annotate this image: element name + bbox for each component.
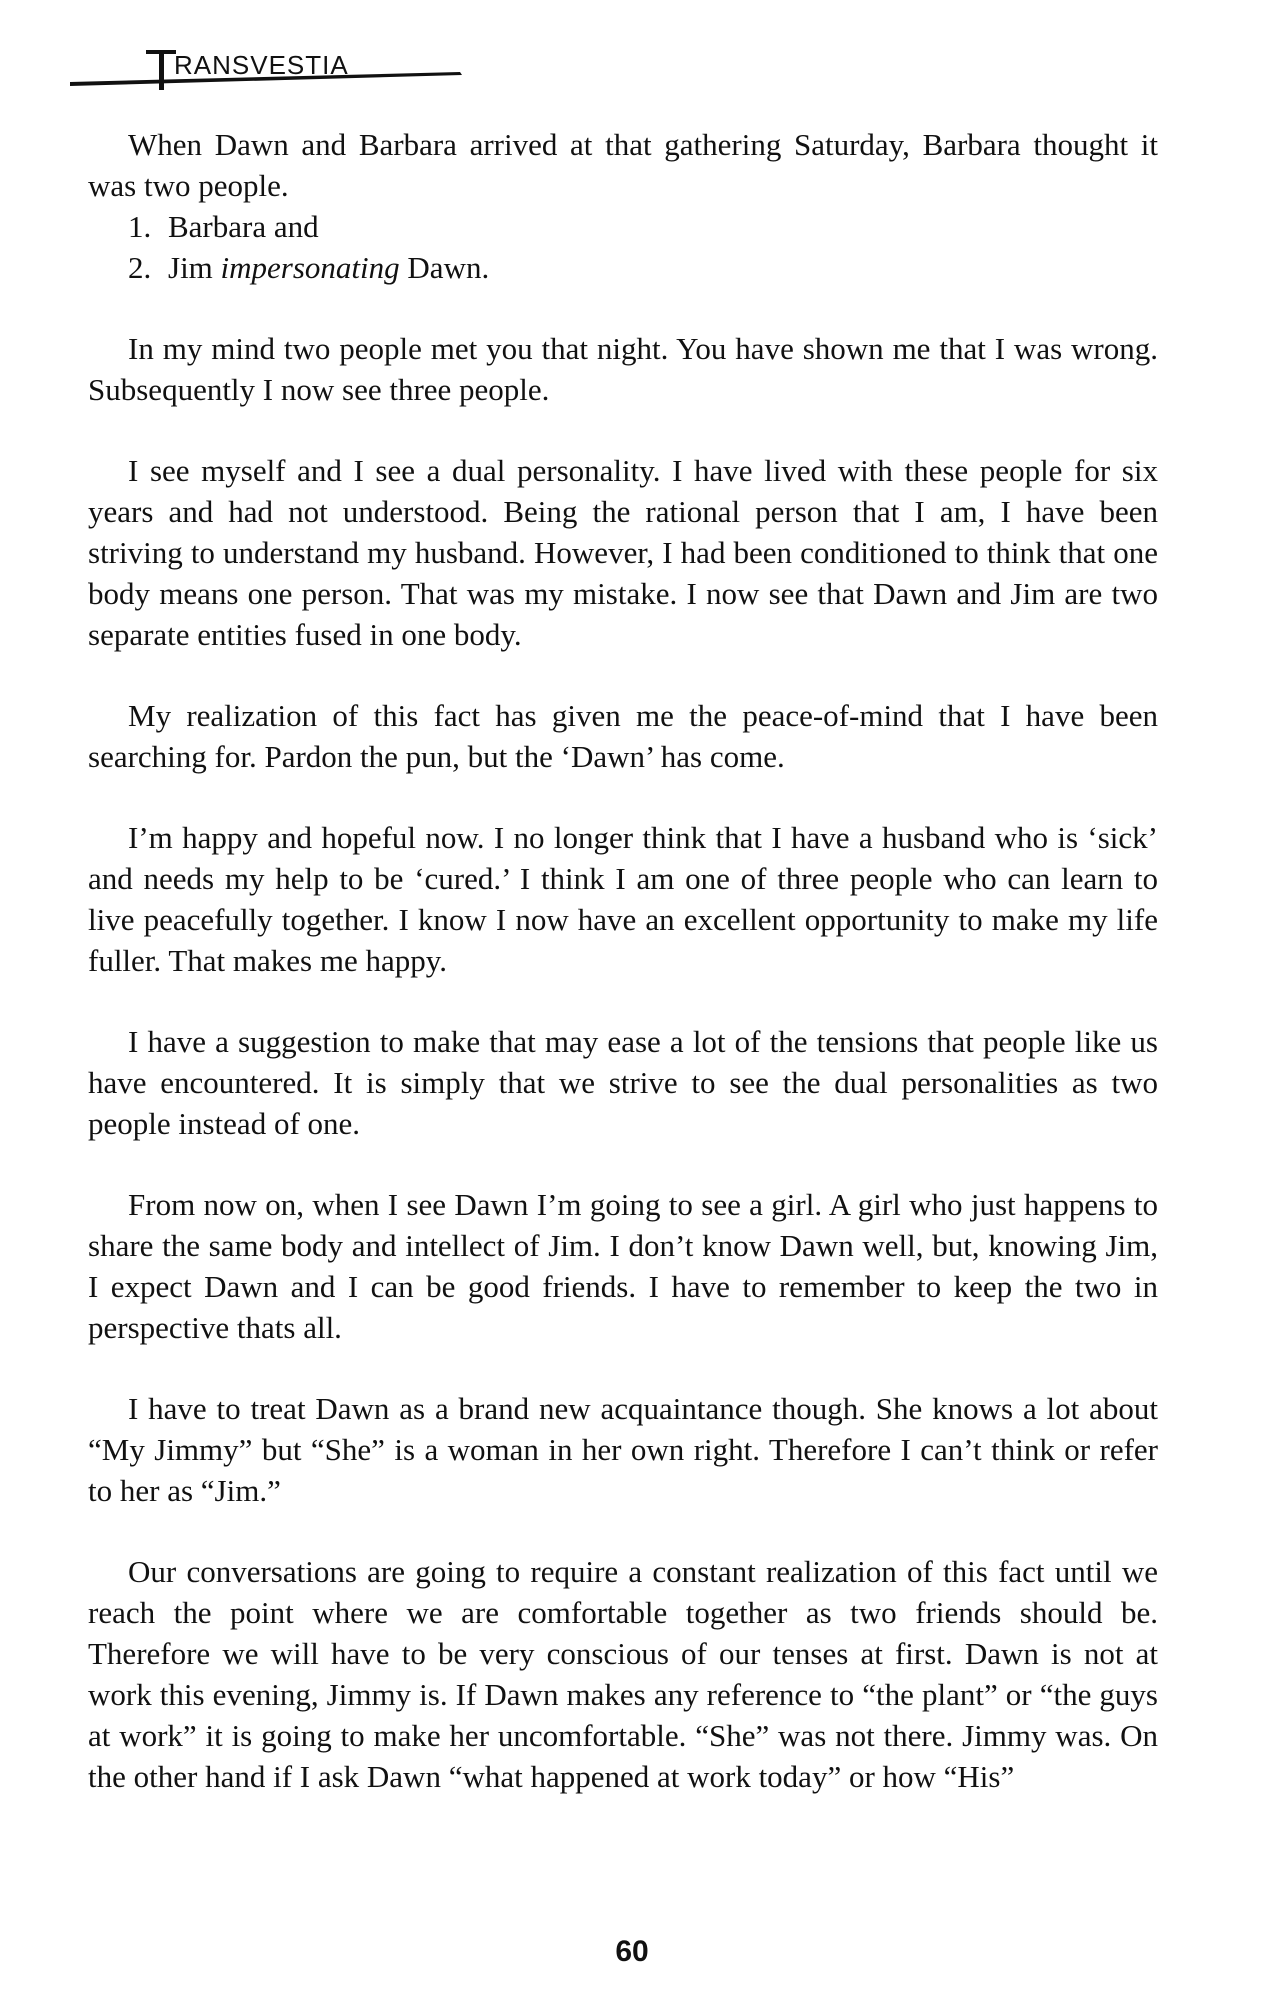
masthead-title: RANSVESTIA — [174, 50, 349, 80]
magazine-masthead — [70, 20, 470, 90]
list-item: 2. Jim impersonating Dawn. — [128, 250, 490, 285]
list-item: 1. Barbara and — [128, 209, 319, 244]
article-body — [88, 124, 1158, 1837]
body-paragraph: I’m happy and hopeful now. I no longer think that I have a husband who is ‘sick’ and needs my help to be ‘cured.’ I think I am one of three people who can learn to live peacefully together. I know I now have an excellent opportunity to make my life fuller. That makes me happy. — [88, 820, 1158, 978]
body-paragraph: In my mind two people met you that night. You have shown me that I was wrong. Subsequently I now see three people. — [88, 331, 1158, 407]
body-paragraph: Our conversations are going to require a constant realization of this fact until we reach the point where we are comfortable together as two friends should be. Therefore we will have to be very conscious of our tenses at first. Dawn is not at work this evening, Jimmy is. If Dawn makes any reference to “the plant” or “the guys at work” it is going to make her uncomfortable. “She” was not there. Jimmy was. On the other hand if I ask Dawn “what happened at work today” or how “His” — [88, 1554, 1158, 1794]
body-paragraph: My realization of this fact has given me the peace-of-mind that I have been searching for. Pardon the pun, but the ‘Dawn’ has come. — [88, 698, 1158, 774]
page-number: 60 — [615, 1935, 649, 1968]
intro-paragraph: When Dawn and Barbara arrived at that gathering Saturday, Barbara thought it was two people. — [88, 127, 1158, 203]
body-paragraph: I see myself and I see a dual personality. I have lived with these people for six years and had not understood. Being the rational person that I am, I have been striving to understand my husband. However, I had been conditioned to think that one body means one person. That was my mistake. I now see that Dawn and Jim are two separate entities fused in one body. — [88, 453, 1158, 652]
people-list — [88, 206, 1158, 288]
body-paragraph: From now on, when I see Dawn I’m going to see a girl. A girl who just happens to share the same body and intellect of Jim. I don’t know Dawn well, but, knowing Jim, I expect Dawn and I can be good friends. I have to remember to keep the two in perspective thats all. — [88, 1187, 1158, 1345]
body-paragraph: I have to treat Dawn as a brand new acquaintance though. She knows a lot about “My Jimmy” but “She” is a woman in her own right. Therefore I can’t think or refer to her as “Jim.” — [88, 1391, 1158, 1508]
body-paragraph: I have a suggestion to make that may ease a lot of the tensions that people like us have encountered. It is simply that we strive to see the dual personalities as two people instead of one. — [88, 1024, 1158, 1141]
